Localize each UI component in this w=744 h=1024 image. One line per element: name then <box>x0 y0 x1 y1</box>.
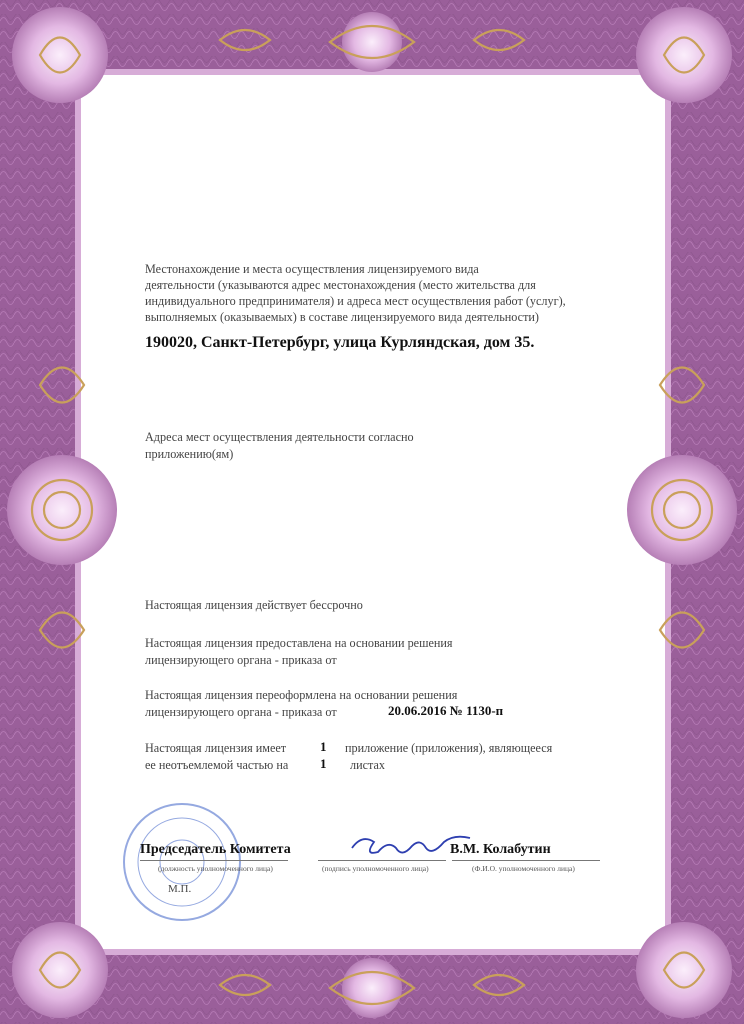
signature-underline <box>318 860 446 861</box>
appendix-line-2-prefix: ее неотъемлемой частью на <box>145 758 289 772</box>
granted-line-2: лицензирующего органа - приказа от <box>145 653 337 667</box>
license-address: 190020, Санкт-Петербург, улица Курляндская, дом 35. <box>145 334 535 351</box>
location-line-2: деятельности (указываются адрес местонахождения (место жительства для <box>145 278 536 292</box>
signatory-position: Председатель Комитета <box>140 842 291 857</box>
name-underline <box>452 860 600 861</box>
location-line-4: выполняемых (оказываемых) в составе лицензируемого вида деятельности) <box>145 310 539 324</box>
signatory-name: В.М. Колабутин <box>450 842 551 857</box>
caption-signature: (подпись уполномоченного лица) <box>322 864 429 873</box>
addresses-line-1: Адреса мест осуществления деятельности согласно <box>145 430 414 444</box>
appendix-line-1-suffix: приложение (приложения), являющееся <box>345 741 553 755</box>
appendix-sheets: 1 <box>320 756 327 771</box>
seal-place-label: М.П. <box>168 883 192 895</box>
location-line-1: Местонахождение и места осуществления лицензируемого вида <box>145 262 479 276</box>
validity-statement: Настоящая лицензия действует бессрочно <box>145 598 363 612</box>
appendix-line-2-suffix: листах <box>350 758 385 772</box>
appendix-count: 1 <box>320 739 327 754</box>
reissue-order-number: 20.06.2016 № 1130-п <box>388 703 504 718</box>
appendix-line-1-prefix: Настоящая лицензия имеет <box>145 741 287 755</box>
granted-line-1: Настоящая лицензия предоставлена на основании решения <box>145 636 453 650</box>
location-line-3: индивидуального предпринимателя) и адреса мест осуществления работ (услуг), <box>145 294 566 308</box>
caption-position: (должность уполномоченного лица) <box>158 864 273 873</box>
reissued-line-1: Настоящая лицензия переоформлена на основании решения <box>145 688 458 702</box>
reissued-line-2: лицензирующего органа - приказа от <box>145 705 337 719</box>
addresses-line-2: приложению(ям) <box>145 447 234 461</box>
caption-name: (Ф.И.О. уполномоченного лица) <box>472 864 575 873</box>
position-underline <box>140 860 288 861</box>
